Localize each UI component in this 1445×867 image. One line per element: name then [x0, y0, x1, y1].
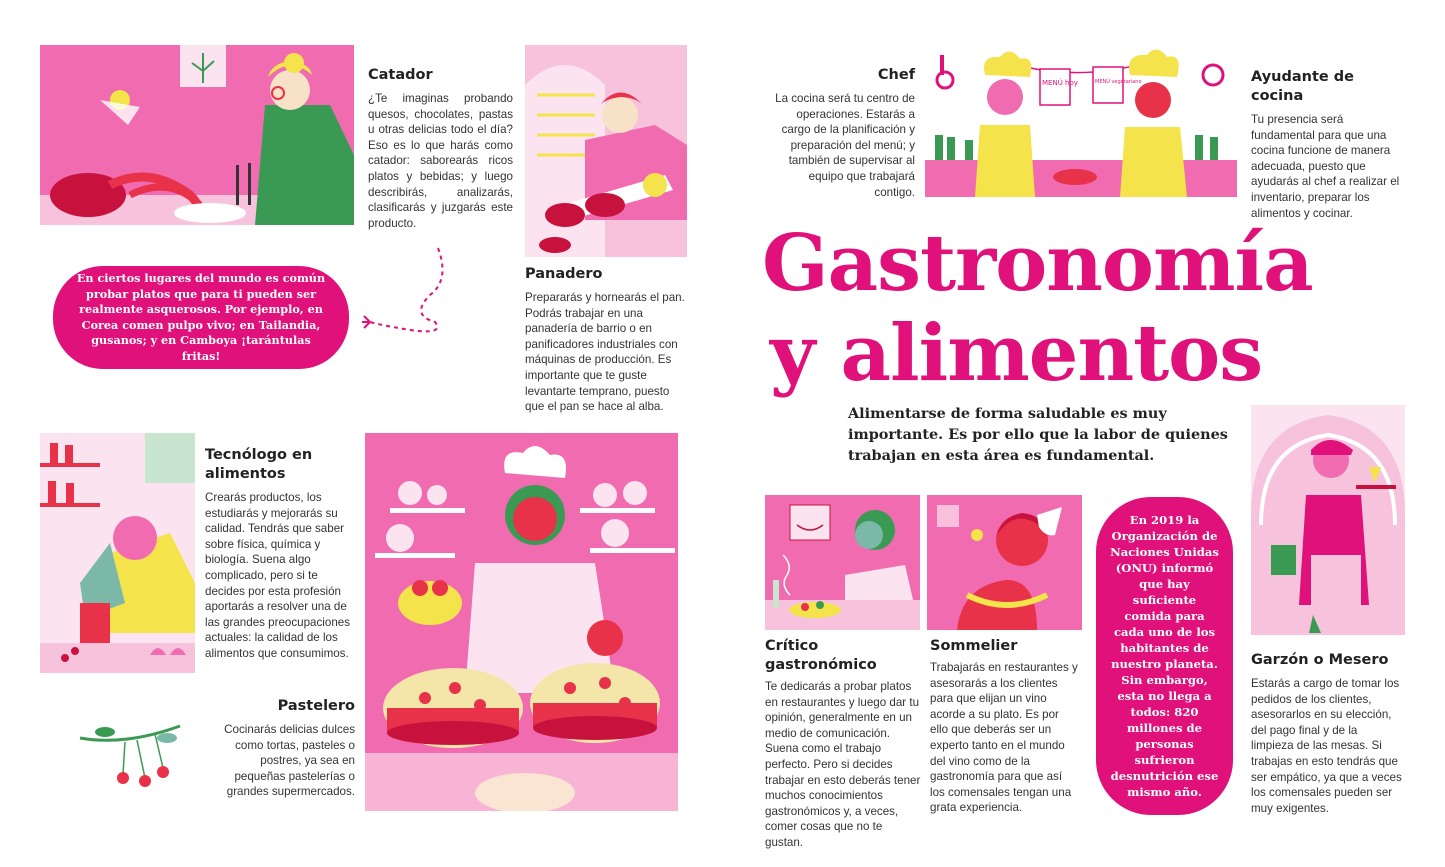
cherry-branch-decoration — [75, 718, 185, 790]
critico-title: Crítico gastronómico — [765, 638, 877, 673]
critico-block — [765, 637, 923, 851]
catador-block — [368, 66, 513, 231]
fact-bubble-right — [1096, 497, 1233, 815]
dashed-trail-decoration — [350, 240, 460, 340]
critico-text: Te dedicarás a probar platos en restaurantes y luego dar tu opinión, generalmente en un medio de comunicación. Suena como el trabajo perfecto. Pero si decides trabajar en esto deberás tener muchos conocimientos gastronómicos y, a veces, comer cosas que no te gustan. — [765, 680, 921, 849]
catador-title: Catador — [368, 67, 433, 83]
sommelier-text: Trabajarás en restaurantes y asesorarás a los clientes para que elijan un vino acorde a su plato. Es por ello que deberás ser un experto tanto en el mundo del vino como de la gastronomía para que así los comensales tengan una grata experiencia. — [930, 661, 1078, 815]
chef-text: La cocina será tu centro de operaciones. Estarás a cargo de la planificación y preparación del menú; y también de supervisar al equipo que trabajará contigo. — [775, 92, 915, 199]
panadero-block — [525, 265, 685, 415]
tecnologo-title: Tecnólogo en alimentos — [205, 447, 313, 482]
catador-illustration — [40, 45, 354, 225]
garzon-title: Garzón o Mesero — [1251, 652, 1389, 668]
pastelero-text: Cocinarás delicias dulces como tortas, pasteles o postres, ya sea en pequeñas pastelerías o grandes supermercados. — [224, 723, 355, 799]
ayudante-block — [1251, 68, 1403, 221]
garzon-illustration — [1251, 405, 1405, 635]
pastelero-block — [215, 697, 355, 800]
chef-block — [775, 66, 915, 200]
menu-sign-1: MENÚ hoy — [1042, 79, 1078, 87]
sommelier-block — [930, 637, 1080, 816]
panadero-illustration — [525, 45, 687, 257]
panadero-title: Panadero — [525, 266, 603, 282]
critico-illustration — [765, 495, 920, 630]
fact-bubble-right-text: En 2019 la Organización de Naciones Unidas (ONU) informó que hay suficiente comida para cada uno de los habitantes de nuestro planeta. Sin embargo, esta no llega a todos: 820 millones de personas sufrieron desnutrición ese mismo año. — [1110, 513, 1219, 799]
page-title-line2: y alimentos — [770, 308, 1263, 399]
menu-sign-2: MENÚ vegetariano — [1095, 79, 1142, 85]
ayudante-title: Ayudante de cocina — [1251, 69, 1354, 104]
chef-title: Chef — [877, 67, 915, 83]
pastelero-illustration — [365, 433, 678, 811]
panadero-text: Prepararás y hornearás el pan. Podrás trabajar en una panadería de barrio o en panificadores industriales con máquinas de producción. Es importante que te guste levantarte temprano, puesto que el pan se hace al alba. — [525, 291, 685, 414]
tecnologo-block — [205, 446, 355, 662]
chef-kitchen-illustration — [925, 45, 1237, 197]
pastelero-title: Pastelero — [277, 698, 355, 714]
ayudante-text: Tu presencia será fundamental para que una cocina funcione de manera adecuada, puesto que ayudarás al chef a realizar el inventario, preparar los alimentos y cocinar. — [1251, 113, 1400, 220]
page-title-line1: Gastronomía — [762, 218, 1313, 309]
fact-bubble-left — [53, 266, 349, 369]
tecnologo-illustration — [40, 433, 195, 673]
tecnologo-text: Crearás productos, los estudiarás y mejorarás su calidad. Tendrás que saber sobre física, química y biología. Suena algo complicado, pero si te decides por esta profesión aportarás a resolver una de las grandes preocupaciones actuales: la calidad de los alimentos que consumimos. — [205, 491, 351, 660]
sommelier-illustration — [927, 495, 1082, 630]
intro-paragraph: Alimentarse de forma saludable es muy importante. Es por ello que la labor de quienes trabajan en esta área es fundamental. — [848, 405, 1228, 464]
catador-text: ¿Te imaginas probando quesos, chocolates, pastas u otras delicias todo el día? Eso es lo que harás como catador: saborearás ricos platos y bebidas; y luego describirás, analizarás, clasificarás y juzgarás este producto. — [368, 92, 513, 230]
garzon-block — [1251, 651, 1403, 816]
sommelier-title: Sommelier — [930, 638, 1018, 654]
fact-bubble-left-text: En ciertos lugares del mundo es común probar platos que para ti pueden ser realmente asquerosos. Por ejemplo, en Corea comen pulpo vivo; en Tailandia, gusanos; y en Camboya ¡tarántulas fritas! — [76, 271, 326, 363]
garzon-text: Estarás a cargo de tomar los pedidos de los clientes, asesorarlos en su elección, del pago final y de la limpieza de las mesas. Si trabajas en esto tendrás que ser empático, ya que a veces los comensales pueden ser muy exigentes. — [1251, 677, 1402, 815]
